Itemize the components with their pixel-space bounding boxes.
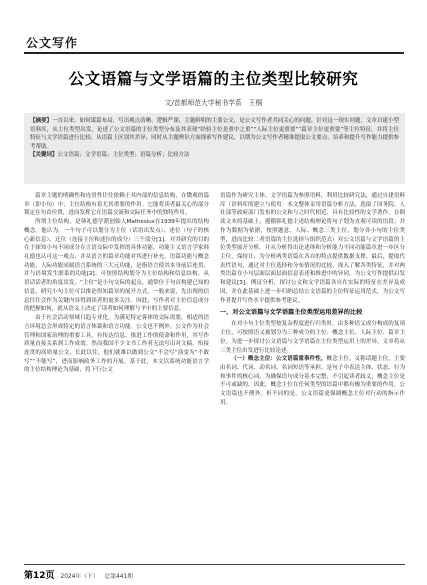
abstract-label: 【摘要】 — [30, 118, 53, 124]
left-column — [24, 192, 209, 375]
keywords-text: 公文语篇；文学语篇；主位类型；语篇分析；比较方法 — [57, 152, 190, 159]
body-paragraph: 所谓主位结构，是韩礼德学派创始人Mathesius在1939年提出的结构概念。他认为，一个句子可以划分为主位（话语出发点）、述位（句子的核心新信息）、迁位（连接主位和述位的成分）三个部分[1]。对其研究的目的在于探知小句不同成分在言语交际中发挥的具体功能。功能主义语言学家韩礼德也认可这一观点，并从语言的篇章功能对其进行补充。语篇功能与概念功能、人际功能同属语言系统的三大元功能，是指语言使其本身前后连贯、并与语境发生联系的功能[2]。可按照结构划分为主位结构和信息结构。从语话话者的角度出发，“主位”是小句交际的起点，通常位于句首构建已知的信息，研究小句主位可以推论得知篇章的展开方式。一般来说，先出现的信息往往会作为关键内容得到读者的更多关注。因此，写作者对主位信息成分的把握如何，就从语义上决定了读者如何理解与平中的主要信息。 — [24, 219, 209, 313]
article-title: 公文语篇与文学语篇的主位类型比较研究 — [68, 69, 359, 88]
body-paragraph — [220, 355, 405, 407]
section-heading: 一、对公文语篇与文学语篇主位类型运用差异的比较 — [220, 309, 363, 317]
body-paragraph: 由于社会活动领域日趋专业化，为满足特定客体的交际需要，相适的语言环境总会形成特定的语言体裁和语言功能。公文也不例外。公文作为社会管理和国家治理的重要工具，有传达信息、推进工作的使命和作用，其写作质量直接关系到工作成效。然而我国不少文书工作者无法写出对文稿。衔接连贯的高质量公文，长此以往，他们就难以做到公文“不会写”演变为“不敢写”“不能写”，进而影响政务工作的开展。基于此，本文以系统功能语言学的主位结构理论为基础，将下行公文 — [24, 315, 209, 374]
abstract-text: 一直以来，如何谋篇布局，写出观点清晰、逻辑严谨、主题鲜明的主要公文，是公文写作者共同关心的问题。针对这一现实问题，文章自建小型语料库，从主位类型出发，论述了公文语篇的主位类型分布及其表现“经验主位是重中之重”“人际主位更重要”“篇章主位更重要”等主位特征，并将主位特征与文学语篇进行比较，从语篇上区别其差异，同时从主题辨识方面探索写作建议，以期为公文写作者精准提取公文要点、培养和提升写作能力提供参考帮助。 — [30, 118, 399, 150]
subsection-heading: （一）概念主位：公文语篇重事件性， — [231, 356, 327, 363]
body-paragraph: 语篇作为研究主体、文学语篇为参照语料，利用比较研究法，通过自建语料库（语料库的建立与使用：本文整体采用语篇分析方法，选取了国务院、人社部等政府部门发布的公文和与之时代相近、具有比较性的文学著作，在倒读文本的基础上，遵循韩礼德主述结构理论将句子划为直观可读的语段；并作为数据为依据，按照题意、人际、概念三类主位，划分各小句的主位类型，进而比较二者语篇的主位选择与组织范式）对公文语篇与文学语篇的主位类型展开分析。并从分析得出论述体和分析能力不同功能篇章进一步区分主位，保持计，为分析两类语篇在各自的特点提供数据支撑。最后，提取代表性语句，通过对主位选择和分布情况的比较，深入了解各类特征，并对两类语篇在小句层面层面层面信息表述和推进中的异同，为公文写作提供启发和建议[3]。例证分析，探讨公文和文学语篇各自在实际的特征在差异及成因，并在此基础上进一步归纳总结公文语篇的主位特征运用范式，为公文写作者提升写作水平提供参考建议。 — [220, 193, 405, 304]
subsection-text: 概念主位，又称话题主位，主要由名词、代词、动名词、名词短语等承担，是句子中表达主体、状态、行为和事件的核心词。为确保语句成分基本完整、不引起读者歧义，概念主位是不可或缺的，因此，概念主位在任何类型的语篇中都有极为重要的作用，公文语篇也不例外。但不同的是，公文语篇更强调概念主位对行动的指示作用。 — [220, 356, 406, 406]
page-number: 第12页 — [24, 571, 55, 581]
page-footer — [24, 568, 133, 581]
abstract-box — [24, 113, 405, 184]
right-column — [220, 192, 405, 408]
issue-label: 2024年（下） — [60, 574, 99, 580]
article-author: 文/首都师范大学秘书学系 王桐 — [164, 99, 263, 107]
body-paragraph: 在对小句主位类型按复杂程度进行归类时，由多种语义成分构成的复项主位，可按照语义被划分为三种成分的主位：概念主位、人际主位、篇章主位。为进一步探讨公文语篇与文学语篇在主位类型运用上的差异，文章将从三类主位出发进行比较论述。 — [220, 321, 405, 354]
keywords-label: 【关键词】 — [30, 152, 58, 159]
abstract-paragraph — [30, 117, 399, 151]
body-paragraph: 篇章主题的明确性和连贯性往往依赖于其内部的信息结构，在微观的篇章（即小句）中，主位结构有着尤其重要的作用。它能将读者最关心的部分锁定在句首位置，进而发挥它在语篇交流和交际任务中的独特作用。 — [24, 193, 209, 217]
section-divider — [24, 52, 404, 54]
footer-divider — [24, 564, 405, 565]
total-issue-label: 总第441期 — [104, 574, 133, 580]
section-tag: 公文写作 — [26, 36, 79, 50]
keywords-paragraph — [30, 151, 399, 160]
